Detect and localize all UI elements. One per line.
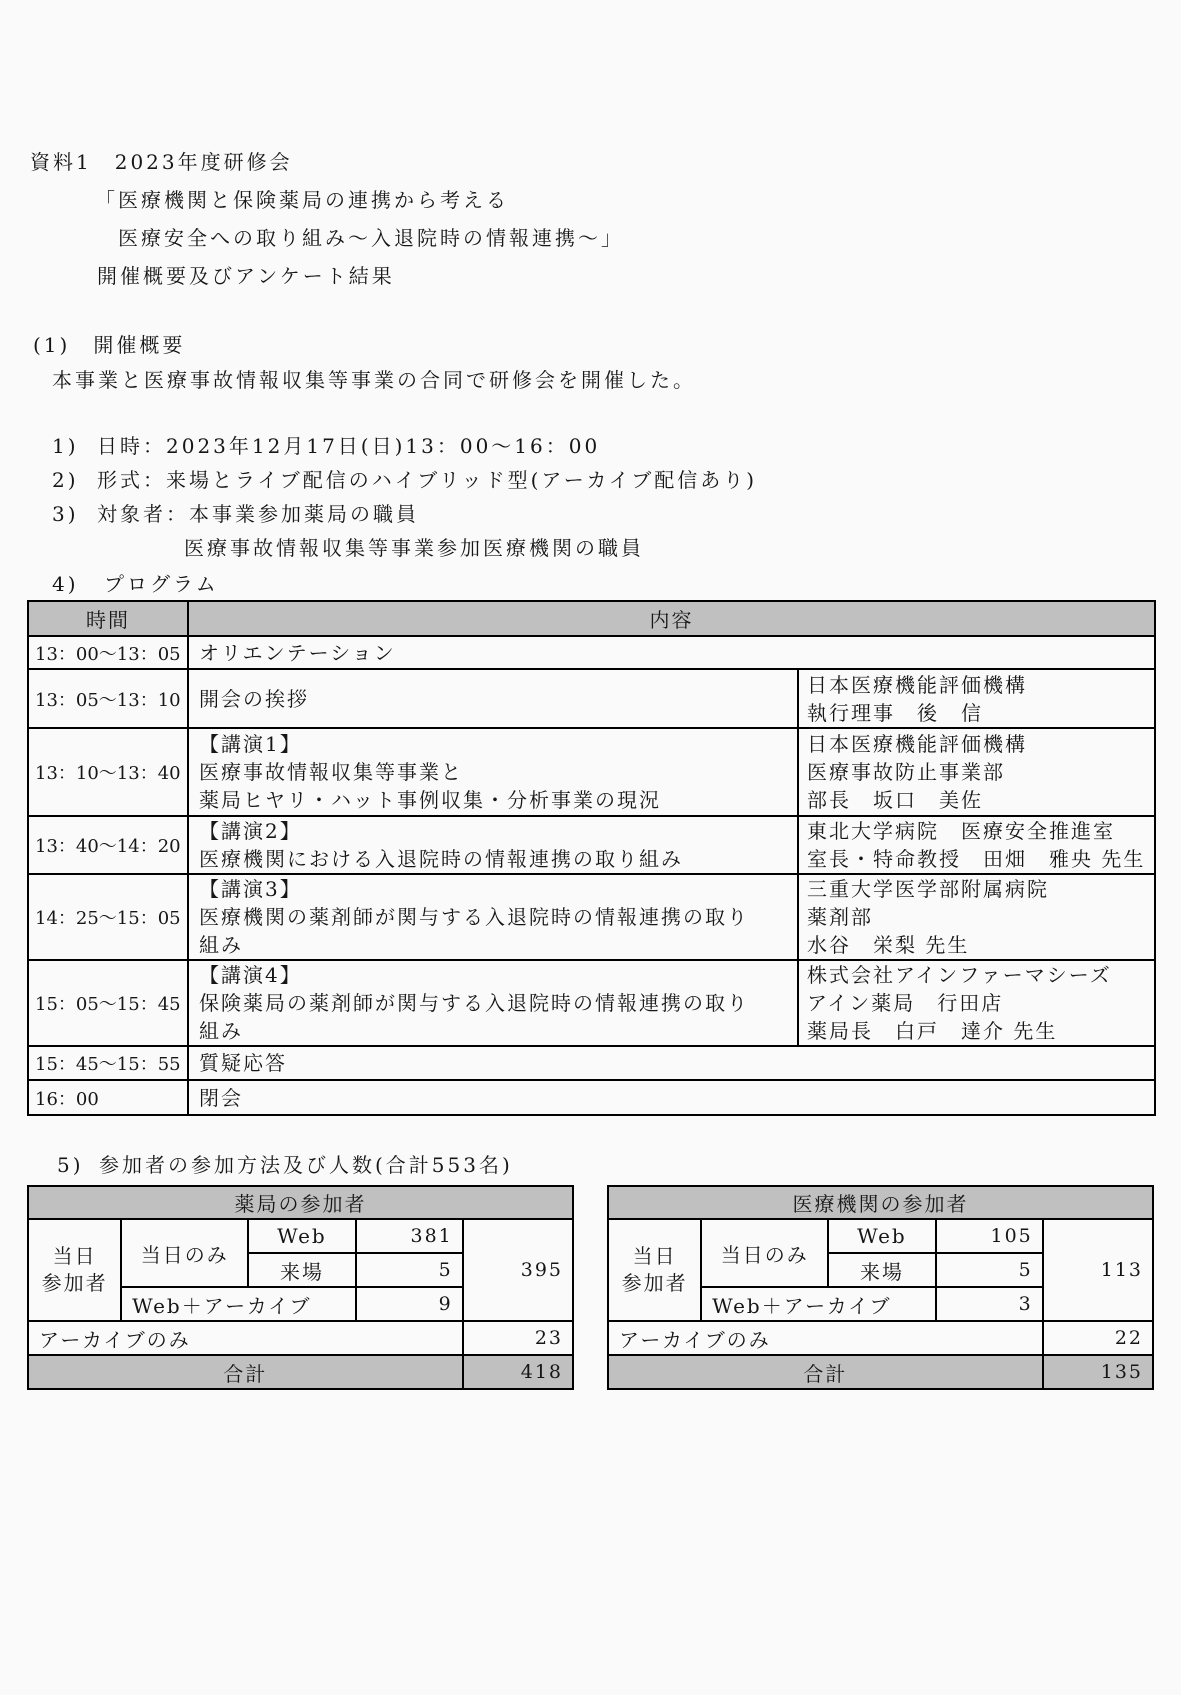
total-count: 418 (463, 1355, 573, 1389)
archive-only-label: アーカイブのみ (28, 1321, 463, 1355)
list-item4-number: 4) (52, 572, 79, 596)
program-time: 13：05～13：10 (28, 669, 188, 728)
table-row (28, 1219, 573, 1253)
program-row-qa (28, 1046, 1155, 1080)
list-item1-number: 1) (52, 434, 79, 458)
list-item3-number: 3) (52, 502, 79, 526)
list-item5-number: 5) (57, 1153, 84, 1177)
doc-title-line4: 開催概要及びアンケート結果 (97, 264, 395, 288)
program-content: 【講演3】 医療機関の薬剤師が関与する入退院時の情報連携の取り 組み (188, 874, 798, 960)
list-item3-text2: 医療事故情報収集等事業参加医療機関の職員 (184, 536, 644, 560)
program-row-orientation (28, 636, 1155, 669)
program-speaker: 株式会社アインファーマシーズ アイン薬局 行田店 薬局長 白戸 達介 先生 (798, 960, 1155, 1046)
visit-count: 5 (356, 1253, 463, 1287)
program-speaker: 日本医療機能評価機構 執行理事 後 信 (798, 669, 1155, 728)
section1-heading: (1) 開催概要 (33, 333, 186, 357)
doc-title-line3: 医療安全への取り組み～入退院時の情報連携～」 (118, 226, 624, 250)
program-time: 14：25～15：05 (28, 874, 188, 960)
total-row (28, 1355, 573, 1389)
program-time: 13：00～13：05 (28, 636, 188, 669)
list-item2-text: 形式：来場とライブ配信のハイブリッド型(アーカイブ配信あり) (97, 468, 758, 492)
table-row (28, 1321, 573, 1355)
same-day-only-label: 当日のみ (701, 1219, 828, 1287)
program-content: 【講演4】 保険薬局の薬剤師が関与する入退院時の情報連携の取り 組み (188, 960, 798, 1046)
archive-only-count: 23 (463, 1321, 573, 1355)
same-day-total: 113 (1043, 1219, 1153, 1321)
program-content: 【講演2】 医療機関における入退院時の情報連携の取り組み (188, 816, 798, 874)
program-time: 16：00 (28, 1080, 188, 1115)
program-speaker: 三重大学医学部附属病院 薬剤部 水谷 栄梨 先生 (798, 874, 1155, 960)
web-label: Web (828, 1219, 935, 1253)
medical-participants-table (607, 1185, 1154, 1390)
pharmacy-participants-table (27, 1185, 574, 1390)
program-row-lecture3 (28, 874, 1155, 960)
total-label: 合計 (28, 1355, 463, 1389)
program-row-opening (28, 669, 1155, 728)
pharmacy-table-title: 薬局の参加者 (28, 1186, 573, 1219)
table-row (608, 1219, 1153, 1253)
program-row-closing (28, 1080, 1155, 1115)
web-count: 105 (936, 1219, 1043, 1253)
program-content: 開会の挨拶 (188, 669, 798, 728)
archive-only-count: 22 (1043, 1321, 1153, 1355)
section1-intro: 本事業と医療事故情報収集等事業の合同で研修会を開催した。 (52, 368, 696, 392)
web-archive-label: Web＋アーカイブ (121, 1287, 355, 1321)
program-speaker: 東北大学病院 医療安全推進室 室長・特命教授 田畑 雅央 先生 (798, 816, 1155, 874)
total-row (608, 1355, 1153, 1389)
program-content: 【講演1】 医療事故情報収集等事業と 薬局ヒヤリ・ハット事例収集・分析事業の現況 (188, 728, 798, 816)
web-archive-label: Web＋アーカイブ (701, 1287, 935, 1321)
web-archive-count: 3 (936, 1287, 1043, 1321)
doc-title-line2: 「医療機関と保険薬局の連携から考える (95, 188, 509, 212)
web-label: Web (248, 1219, 355, 1253)
same-day-total: 395 (463, 1219, 573, 1321)
program-table (27, 600, 1156, 1116)
program-speaker: 日本医療機能評価機構 医療事故防止事業部 部長 坂口 美佐 (798, 728, 1155, 816)
program-header-time: 時間 (28, 601, 188, 636)
list-item1-text: 日時：2023年12月17日(日)13：00～16：00 (97, 434, 601, 458)
program-time: 15：05～15：45 (28, 960, 188, 1046)
program-content: 質疑応答 (188, 1046, 1155, 1080)
archive-only-label: アーカイブのみ (608, 1321, 1043, 1355)
list-item3-text: 対象者：本事業参加薬局の職員 (97, 502, 419, 526)
list-item4-text: プログラム (104, 572, 219, 596)
total-count: 135 (1043, 1355, 1153, 1389)
visit-label: 来場 (248, 1253, 355, 1287)
list-item5-text: 参加者の参加方法及び人数(合計553名) (99, 1153, 513, 1177)
visit-count: 5 (936, 1253, 1043, 1287)
doc-title-line1: 資料1 2023年度研修会 (30, 150, 293, 174)
program-header-content: 内容 (188, 601, 1155, 636)
same-day-attendee-label: 当日 参加者 (608, 1219, 701, 1321)
program-row-lecture4 (28, 960, 1155, 1046)
program-row-lecture2 (28, 816, 1155, 874)
visit-label: 来場 (828, 1253, 935, 1287)
total-label: 合計 (608, 1355, 1043, 1389)
same-day-attendee-label: 当日 参加者 (28, 1219, 121, 1321)
program-time: 15：45～15：55 (28, 1046, 188, 1080)
web-archive-count: 9 (356, 1287, 463, 1321)
pharmacy-table-title-row (28, 1186, 573, 1219)
list-item2-number: 2) (52, 468, 79, 492)
program-row-lecture1 (28, 728, 1155, 816)
medical-table-title: 医療機関の参加者 (608, 1186, 1153, 1219)
program-content: オリエンテーション (188, 636, 1155, 669)
medical-table-title-row (608, 1186, 1153, 1219)
table-row (608, 1321, 1153, 1355)
program-time: 13：40～14：20 (28, 816, 188, 874)
web-count: 381 (356, 1219, 463, 1253)
program-content: 閉会 (188, 1080, 1155, 1115)
program-header-row (28, 601, 1155, 636)
program-time: 13：10～13：40 (28, 728, 188, 816)
same-day-only-label: 当日のみ (121, 1219, 248, 1287)
